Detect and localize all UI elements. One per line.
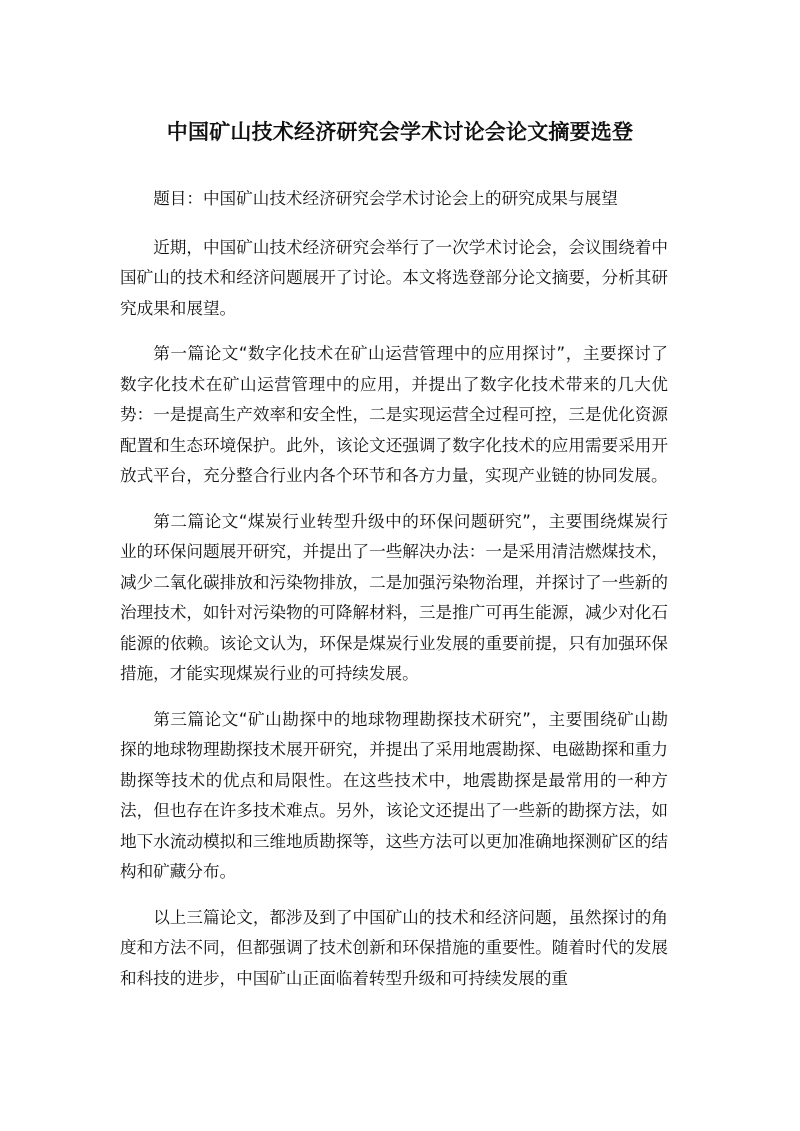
summary-paragraph: 以上三篇论文，都涉及到了中国矿山的技术和经济问题，虽然探讨的角度和方法不同，但都强调了技术创新和环保措施的重要性。随着时代的发展和科技的进步，中国矿山正面临着转型升级和可持续发展的重 (120, 907, 668, 988)
document-title: 中国矿山技术经济研究会学术讨论会论文摘要选登 (166, 120, 634, 144)
paper-two-paragraph: 第二篇论文“煤炭行业转型升级中的环保问题研究”，主要围绕煤炭行业的环保问题展开研究，并提出了一些解决办法：一是采用清洁燃煤技术，减少二氧化碳排放和污染物排放，二是加强污染物治理，并探讨了一些新的治理技术，如针对污染物的可降解材料，三是推广可再生能源，减少对化石能源的依赖。该论文认为，环保是煤炭行业发展的重要前提，只有加强环保措施，才能实现煤炭行业的可持续发展。 (120, 511, 668, 683)
paper-one-paragraph: 第一篇论文“数字化技术在矿山运营管理中的应用探讨”，主要探讨了数字化技术在矿山运营管理中的应用，并提出了数字化技术带来的几大优势：一是提高生产效率和安全性，二是实现运营全过程可控，三是优化资源配置和生态环境保护。此外，该论文还强调了数字化技术的应用需要采用开放式平台，充分整合行业内各个环节和各方力量，实现产业链的协同发展。 (120, 344, 668, 485)
intro-paragraph: 近期，中国矿山技术经济研究会举行了一次学术讨论会，会议围绕着中国矿山的技术和经济问题展开了讨论。本文将选登部分论文摘要，分析其研究成果和展望。 (120, 237, 668, 318)
paper-three-paragraph: 第三篇论文“矿山勘探中的地球物理勘探技术研究”，主要围绕矿山勘探的地球物理勘探技术展开研究，并提出了采用地震勘探、电磁勘探和重力勘探等技术的优点和局限性。在这些技术中，地震勘探是最常用的一种方法，但也存在许多技术难点。另外，该论文还提出了一些新的勘探方法，如地下水流动模拟和三维地质勘探等，这些方法可以更加准确地探测矿区的结构和矿藏分布。 (120, 709, 668, 881)
document-body (120, 184, 668, 1009)
subtitle-paragraph: 题目：中国矿山技术经济研究会学术讨论会上的研究成果与展望 (153, 189, 618, 208)
